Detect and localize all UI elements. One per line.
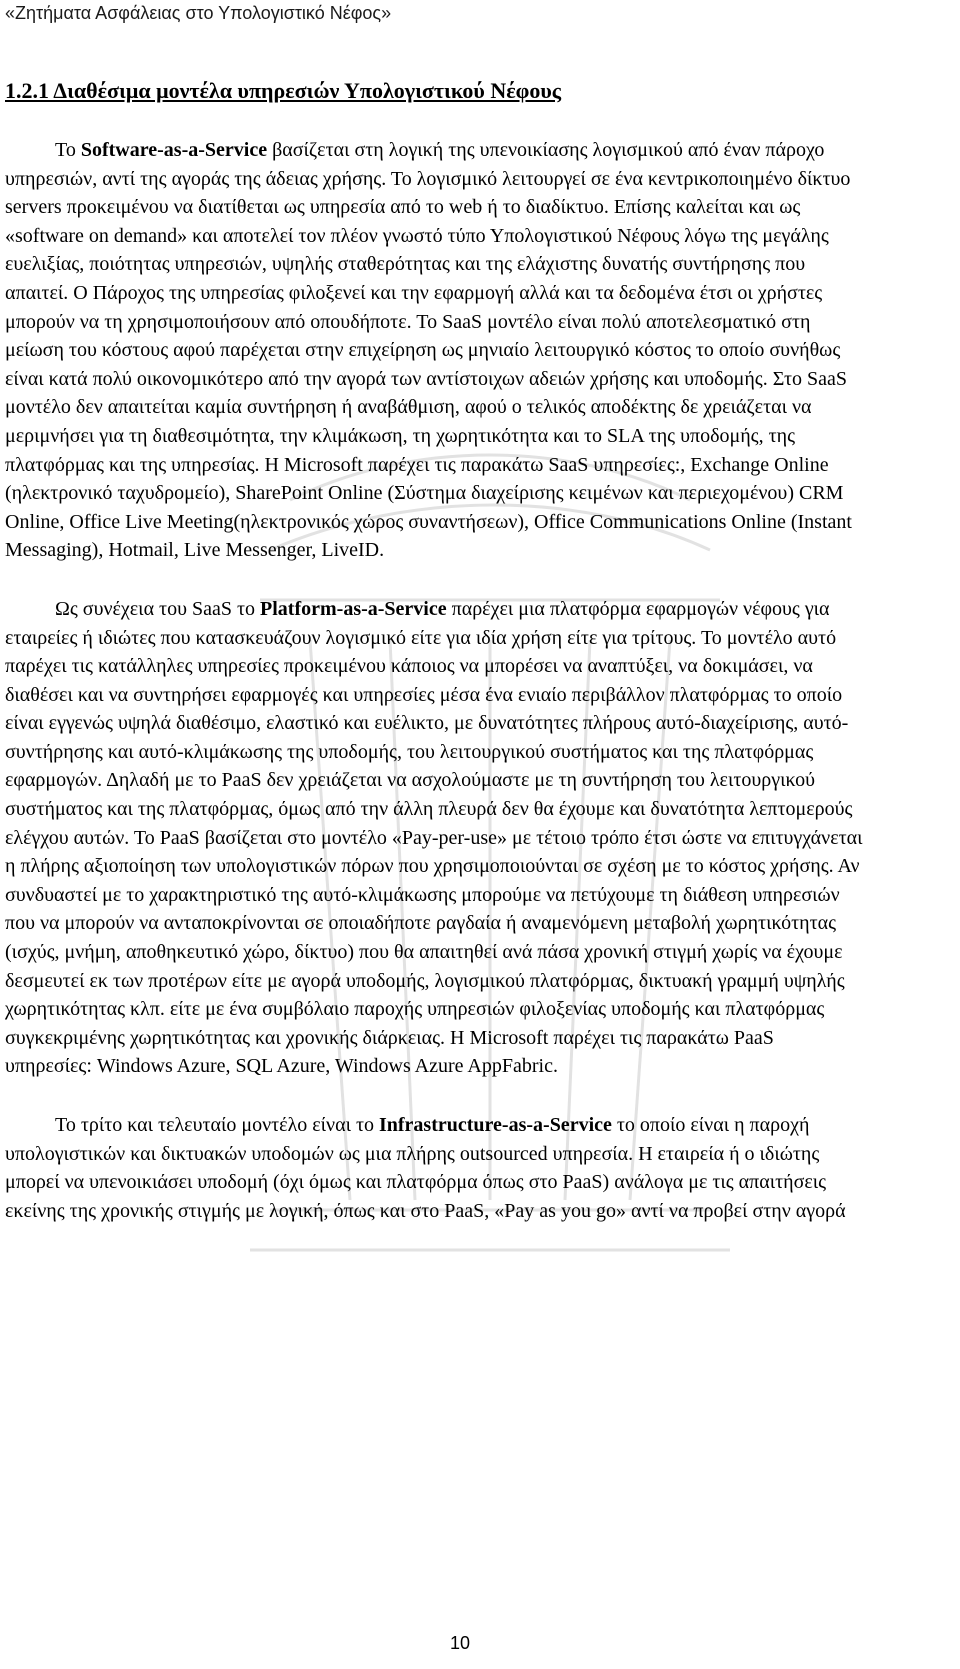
paas-text: παρέχει μια πλατφόρμα εφαρμογών νέφους για εταιρείες ή ιδιώτες που κατασκευάζουν λογισμικό είτε για ιδία χρήση είτε για τρίτους. Το μοντέλο αυτό παρέχει τις κατάλληλες υπηρεσίες προκειμένου κάποιος να μπορέσει να αναπτύξει, να δοκιμάσει, να διαθέσει και να συντηρήσει εφαρμογές και υπηρεσίες μέσα ένα ενιαίο περιβάλλον πλατφόρμας το οποίο είναι εγγενώς υψηλά διαθέσιμο, ελαστικό και ευέλικτο, με δυνατότητες πλήρους αυτό-διαχείρισης, αυτό-συντήρησης και αυτό-κλιμάκωσης της υποδομής, του λειτουργικού συστήματος και της πλατφόρμας εφαρμογών. Δηλαδή με το PaaS δεν χρειάζεται να ασχολούμαστε με τη συντήρηση του λειτουργικού συστήματος και της πλατφόρμας, όμως από την άλλη πλευρά δεν θα έχουμε και δυνατότητα λεπτομερούς ελέγχου αυτών. Το PaaS βασίζεται στο μοντέλο «Pay-per-use» με τέτοιο τρόπο έτσι ώστε να επιτυγχάνεται η πλήρης αξιοποίηση των υπολογιστικών πόρων που χρησιμοποιούνται σε σχέση με το κόστος χρήσης. Αν συνδυαστεί με το χαρακτηριστικό της αυτό-κλιμάκωσης μπορούμε να πετύχουμε τη διάθεση υπηρεσιών που να μπορούν να ανταποκρίνονται σε οποιαδήποτε ραγδαία ή αναμενόμενη μεταβολή χωρητικότητας (ισχύς, μνήμη, αποθηκευτικό χώρο, δίκτυο) που θα απαιτηθεί ανά πάσα χρονική στιγμή χωρίς να έχουμε δεσμευτεί εκ των προτέρων είτε με αγορά υποδομής, λογισμικού πλατφόρμας, δικτυακή γραμμή υψηλής χωρητικότητας κλπ. είτε με ένα συμβόλαιο παροχής υπηρεσιών φιλοξενίας υποδομής και πλατφόρμας συγκεκριμένης χωρητικότητας και χρονικής διάρκειας. Η Microsoft παρέχει τις παρακάτω PaaS υπηρεσίες: Windows Azure, SQL Azure, Windows Azure AppFabric. [5, 597, 863, 1078]
paas-term: Platform-as-a-Service [260, 597, 447, 620]
paragraph-iaas [5, 1111, 865, 1225]
iaas-lead: Το τρίτο και τελευταίο μοντέλο είναι το [55, 1114, 379, 1136]
iaas-term: Infrastructure-as-a-Service [378, 1114, 612, 1136]
paragraph-paas [5, 595, 865, 1081]
iaas-text: το οποίο είναι η παροχή υπολογιστικών και δικτυακών υποδομών ως μια πλήρης outsourced υπηρεσία. Η εταιρεία ή ο ιδιώτης μπορεί να υπενοικιάσει υποδομή (όχι όμως και πλατφόρμα όπως στο PaaS) ανάλογα με τις απαιτήσεις εκείνης της χρονικής στιγμής με λογική, όπως και στο PaaS, «Pay as you go» αντί να προβεί στην αγορά [5, 1114, 846, 1222]
saas-lead: Το [55, 139, 81, 161]
paas-lead: Ως συνέχεια του SaaS το [55, 597, 261, 620]
document-body [5, 136, 865, 1225]
page-number: 10 [449, 1633, 471, 1653]
section-heading: 1.2.1 Διαθέσιμα μοντέλα υπηρεσιών Υπολογιστικού Νέφους [5, 78, 562, 103]
saas-term: Software-as-a-Service [80, 139, 268, 161]
paragraph-saas [5, 136, 865, 565]
running-header: «Ζητήματα Ασφάλειας στο Υπολογιστικό Νέφος» [5, 3, 392, 23]
saas-text: βασίζεται στη λογική της υπενοικίασης λογισμικού από έναν πάροχο υπηρεσιών, αντί της αγοράς της άδειας χρήσης. Το λογισμικό λειτουργεί σε ένα κεντρικοποιημένο δίκτυο servers προκειμένου να διατίθεται ως υπηρεσία από το web ή το διαδίκτυο. Επίσης καλείται και ως «software on demand» και αποτελεί τον πλέον γνωστό τύπο Υπολογιστικού Νέφους λόγω της μεγάλης ευελιξίας, ποιότητας υπηρεσιών, υψηλής σταθερότητας και της ελάχιστης δυνατής συντήρησης που απαιτεί. Ο Πάροχος της υπηρεσίας φιλοξενεί και την εφαρμογή αλλά και τα δεδομένα έτσι οι χρήστες μπορούν να τη χρησιμοποιήσουν από οπουδήποτε. Το SaaS μοντέλο είναι πολύ αποτελεσματικό στη μείωση του κόστους αφού παρέχεται στην επιχείρηση ως μηνιαίο λειτουργικό κόστος το οποίο συνήθως είναι κατά πολύ οικονομικότερο από την αγορά των αντίστοιχων αδειών χρήσης και υποδομής. Στο SaaS μοντέλο δεν απαιτείται καμία συντήρηση ή αναβάθμιση, αφού ο τελικός αποδέκτης δε χρειάζεται να μεριμνήσει για τη διαθεσιμότητα, την κλιμάκωση, τη χωρητικότητα και το SLA της υποδομής, της πλατφόρμας και της υπηρεσίας. Η Microsoft παρέχει τις παρακάτω SaaS υπηρεσίες:, Exchange Online (ηλεκτρονικό ταχυδρομείο), SharePoint Online (Σύστημα διαχείρισης κειμένων και περιεχομένου) CRM Online, Office Live Meeting(ηλεκτρονικός χώρος συναντήσεων), Office Communications Online (Instant Messaging), Hotmail, Live Messenger, LiveID. [5, 139, 852, 562]
